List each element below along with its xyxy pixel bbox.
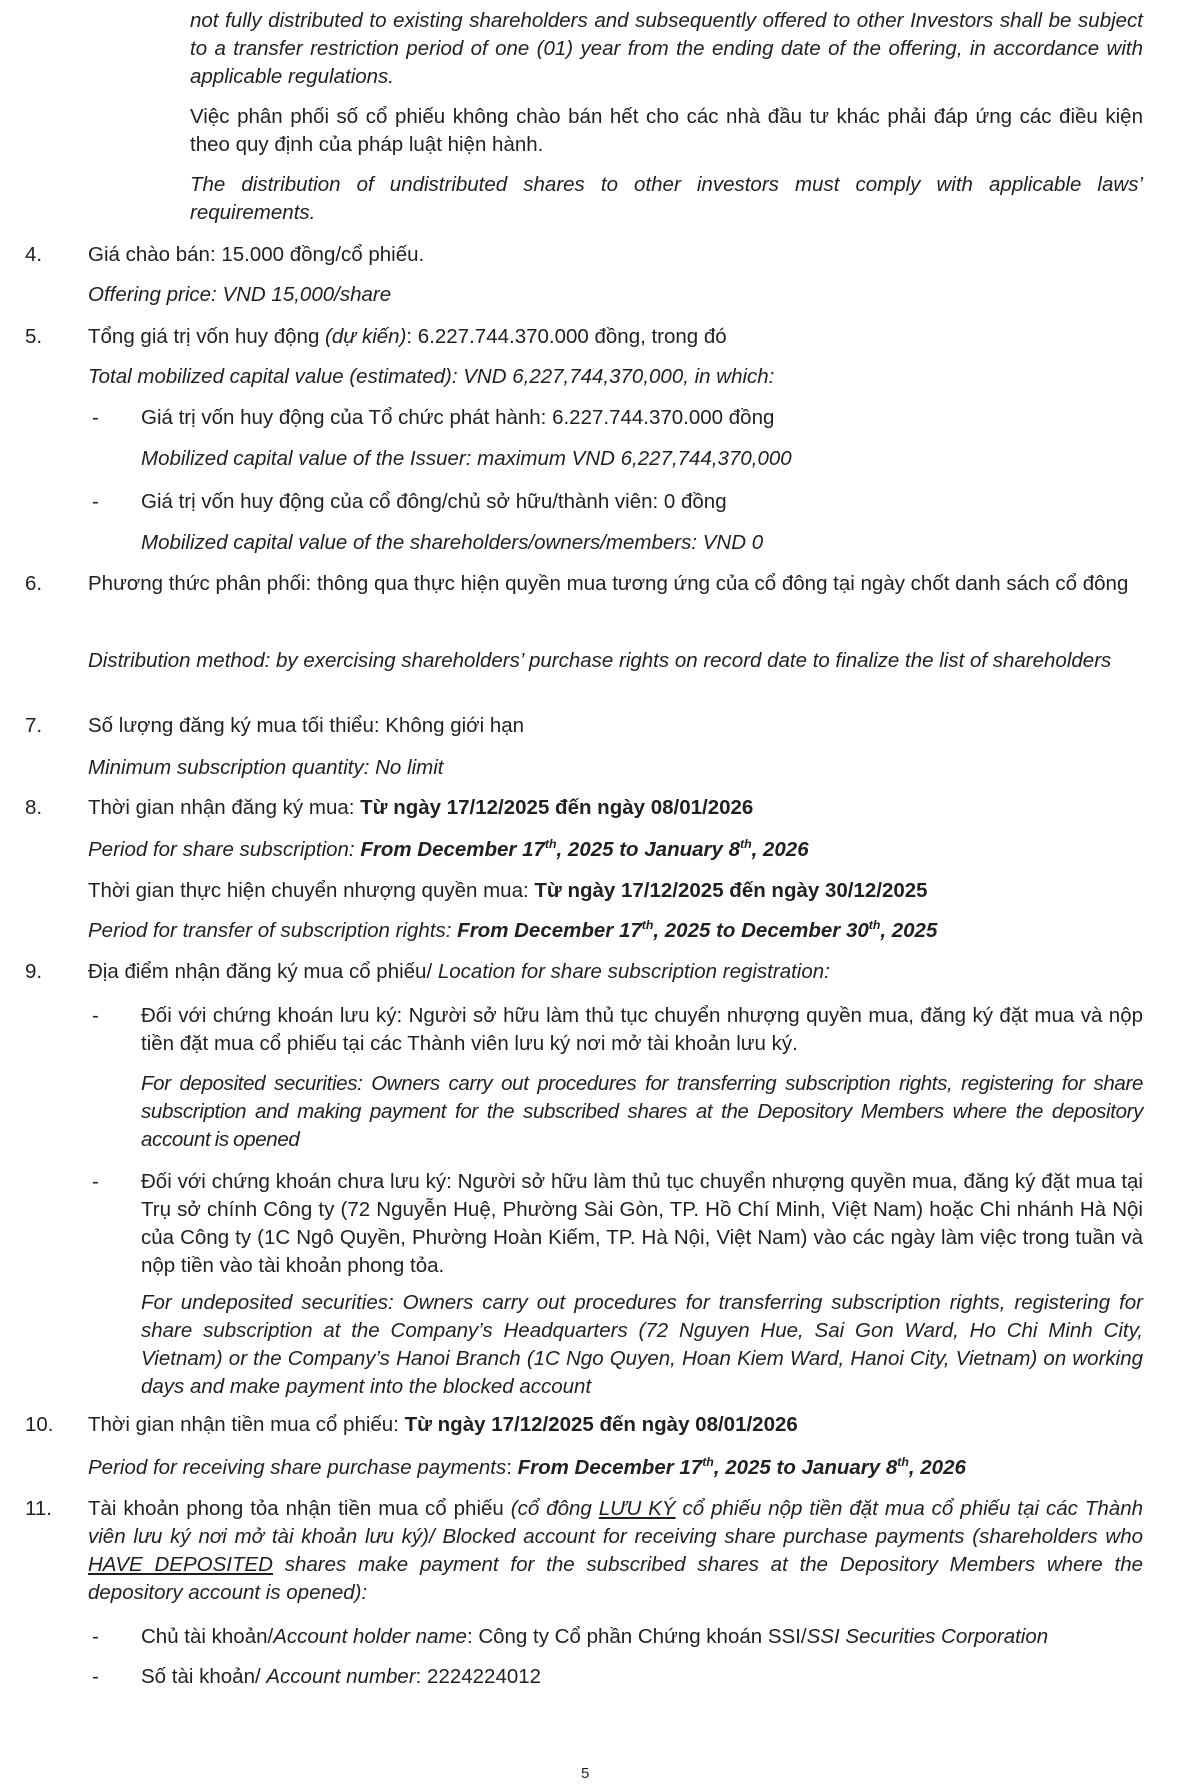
date-range <box>360 838 808 861</box>
deposited-emphasis-en: HAVE DEPOSITED <box>88 1553 273 1576</box>
distribution-vi: Việc phân phối số cổ phiếu không chào bán hết cho các nhà đầu tư khác phải đáp ứng các điều kiện theo quy định của pháp luật hiện hành. <box>190 105 1143 156</box>
text: , 2025 to January 8 <box>556 838 740 861</box>
label: Thời gian nhận đăng ký mua: <box>88 796 361 819</box>
ordinal: th <box>868 918 881 933</box>
label-en: Location for share subscription registration: <box>437 960 830 983</box>
subscription-period-vi <box>88 794 1143 822</box>
item-number: 10. <box>25 1413 54 1436</box>
bullet-dash: - <box>92 406 99 429</box>
item-number: 11. <box>25 1497 52 1520</box>
offering-price-vi: Giá chào bán: 15.000 đồng/cổ phiếu. <box>88 243 425 266</box>
account-holder <box>141 1623 1143 1651</box>
item-number: 5. <box>25 325 43 348</box>
date-range: Từ ngày 17/12/2025 đến ngày 08/01/2026 <box>360 796 754 819</box>
bullet-dash: - <box>92 1170 99 1193</box>
estimated-note: (dự kiến) <box>325 325 407 348</box>
label: Period for share subscription: <box>88 838 361 861</box>
subscription-period-en <box>88 836 1143 864</box>
colon: : <box>506 1456 518 1479</box>
text: , 2026 <box>751 838 809 861</box>
text: cổ phiếu nộp tiền đặt mua cổ phiếu tại các Thành viên lưu ký nơi mở tài khoản lưu ký)/ Blocked account for receiving share purchase payments (shareholders who <box>88 1497 1143 1548</box>
total-capital-en: Total mobilized capital value (estimated): VND 6,227,744,370,000, in which: <box>88 365 775 388</box>
undeposited-securities-en: For undeposited securities: Owners carry out procedures for transferring subscription rights, registering for share subscription at the Company’s Headquarters (72 Nguyen Hue, Sai Gon Ward, Ho Chi Minh City, Vietnam) or the Company’s Hanoi Branch (1C Ngo Quyen, Hoan Kiem Ward, Hanoi City, Vietnam) on working days and make payment into the blocked account <box>141 1291 1143 1398</box>
label: Period for transfer of subscription rights: <box>88 919 458 942</box>
ordinal: th <box>641 918 654 933</box>
label-en: Account number <box>266 1665 416 1688</box>
item-number: 6. <box>25 572 43 595</box>
date-range <box>457 919 937 942</box>
subscription-location <box>88 958 1143 986</box>
transfer-period-vi <box>88 877 1143 905</box>
date-range: Từ ngày 17/12/2025 đến ngày 30/12/2025 <box>534 879 928 902</box>
ordinal: th <box>544 837 557 852</box>
text: , 2025 to January 8 <box>713 1456 898 1479</box>
text: Tài khoản phong tỏa nhận tiền mua cổ phiếu <box>88 1497 511 1520</box>
deposited-emphasis-vi: LƯU KÝ <box>598 1497 676 1520</box>
text: , 2025 to December 30 <box>653 919 869 942</box>
item-number: 7. <box>25 714 43 737</box>
min-subscription-vi: Số lượng đăng ký mua tối thiểu: Không giới hạn <box>88 714 525 737</box>
issuer-capital-en: Mobilized capital value of the Issuer: maximum VND 6,227,744,370,000 <box>141 447 792 470</box>
shareholder-capital-en: Mobilized capital value of the shareholders/owners/members: VND 0 <box>141 531 764 554</box>
account-number <box>141 1663 1143 1691</box>
text: (cổ đông <box>510 1497 599 1520</box>
label-vi: Địa điểm nhận đăng ký mua cổ phiếu/ <box>88 960 438 983</box>
distribution-method-vi: Phương thức phân phối: thông qua thực hiện quyền mua tương ứng của cổ đông tại ngày chốt danh sách cổ đông <box>88 572 1129 595</box>
bullet-dash: - <box>92 490 99 513</box>
undeposited-securities-vi: Đối với chứng khoán chưa lưu ký: Người sở hữu làm thủ tục chuyển nhượng quyền mua, đăng ký đặt mua tại Trụ sở chính Công ty (72 Nguyễn Huệ, Phường Sài Gòn, TP. Hồ Chí Minh, Việt Nam) hoặc Chi nhánh Hà Nội của Công ty (1C Ngô Quyền, Phường Hoàn Kiếm, TP. Hà Nội, Việt Nam) vào các ngày làm việc trong tuần và nộp tiền vào tài khoản phong tỏa. <box>141 1170 1143 1277</box>
deposited-securities-vi: Đối với chứng khoán lưu ký: Người sở hữu làm thủ tục chuyển nhượng quyền mua, đăng ký đặt mua và nộp tiền đặt mua cổ phiếu tại các Thành viên lưu ký nơi mở tài khoản lưu ký. <box>141 1004 1143 1055</box>
value-en: SSI Securities Corporation <box>806 1625 1049 1648</box>
value: : 2224224012 <box>415 1665 542 1688</box>
page-number: 5 <box>581 1765 590 1782</box>
payment-period-en <box>88 1454 1143 1482</box>
text: : 6.227.744.370.000 đồng, trong đó <box>406 325 727 348</box>
text: From December 17 <box>457 919 642 942</box>
ordinal: th <box>702 1455 714 1470</box>
bullet-dash: - <box>92 1004 99 1027</box>
label-vi: Chủ tài khoản/ <box>141 1625 274 1648</box>
date-range <box>518 1456 966 1479</box>
label: Period for receiving share purchase payments <box>88 1456 507 1479</box>
label-en: Account holder name <box>273 1625 467 1648</box>
transfer-restriction-en: not fully distributed to existing shareholders and subsequently offered to other Investors shall be subject to a transfer restriction period of one (01) year from the ending date of the offering, in accordance with applicable regulations. <box>190 9 1143 88</box>
deposited-securities-en: For deposited securities: Owners carry out procedures for transferring subscription rights, registering for share subscription and making payment for the subscribed shares at the Depository Members where the depository account is opened <box>141 1072 1143 1151</box>
bullet-dash: - <box>92 1665 99 1688</box>
text: From December 17 <box>517 1456 703 1479</box>
shareholder-capital-vi: Giá trị vốn huy động của cổ đông/chủ sở hữu/thành viên: 0 đồng <box>141 490 727 513</box>
transfer-period-en <box>88 917 1143 945</box>
text: , 2026 <box>908 1456 966 1479</box>
text: From December 17 <box>360 838 545 861</box>
distribution-method-en: Distribution method: by exercising shareholders’ purchase rights on record date to finalize the list of shareholders <box>88 649 1112 672</box>
label: Thời gian nhận tiền mua cổ phiếu: <box>88 1413 405 1436</box>
ordinal: th <box>740 837 752 852</box>
item-number: 9. <box>25 960 43 983</box>
item-number: 8. <box>25 796 43 819</box>
issuer-capital-vi: Giá trị vốn huy động của Tổ chức phát hành: 6.227.744.370.000 đồng <box>141 406 775 429</box>
date-range: Từ ngày 17/12/2025 đến ngày 08/01/2026 <box>404 1413 798 1436</box>
payment-period-vi <box>88 1411 1143 1439</box>
blocked-account-heading <box>88 1495 1143 1607</box>
ordinal: th <box>897 1455 909 1470</box>
text: , 2025 <box>880 919 938 942</box>
bullet-dash: - <box>92 1625 99 1648</box>
value-vi: : Công ty Cổ phần Chứng khoán SSI/ <box>466 1625 807 1648</box>
label-vi: Số tài khoản/ <box>141 1665 267 1688</box>
total-capital-vi <box>88 323 1143 351</box>
text: Tổng giá trị vốn huy động <box>88 325 326 348</box>
text: shares make payment for the subscribed shares at the Depository Members where the depository account is opened): <box>88 1553 1143 1604</box>
item-number: 4. <box>25 243 43 266</box>
min-subscription-en: Minimum subscription quantity: No limit <box>88 756 444 779</box>
distribution-en: The distribution of undistributed shares to other investors must comply with applicable laws’ requirements. <box>190 173 1143 224</box>
offering-price-en: Offering price: VND 15,000/share <box>88 283 392 306</box>
label: Thời gian thực hiện chuyển nhượng quyền mua: <box>88 879 535 902</box>
